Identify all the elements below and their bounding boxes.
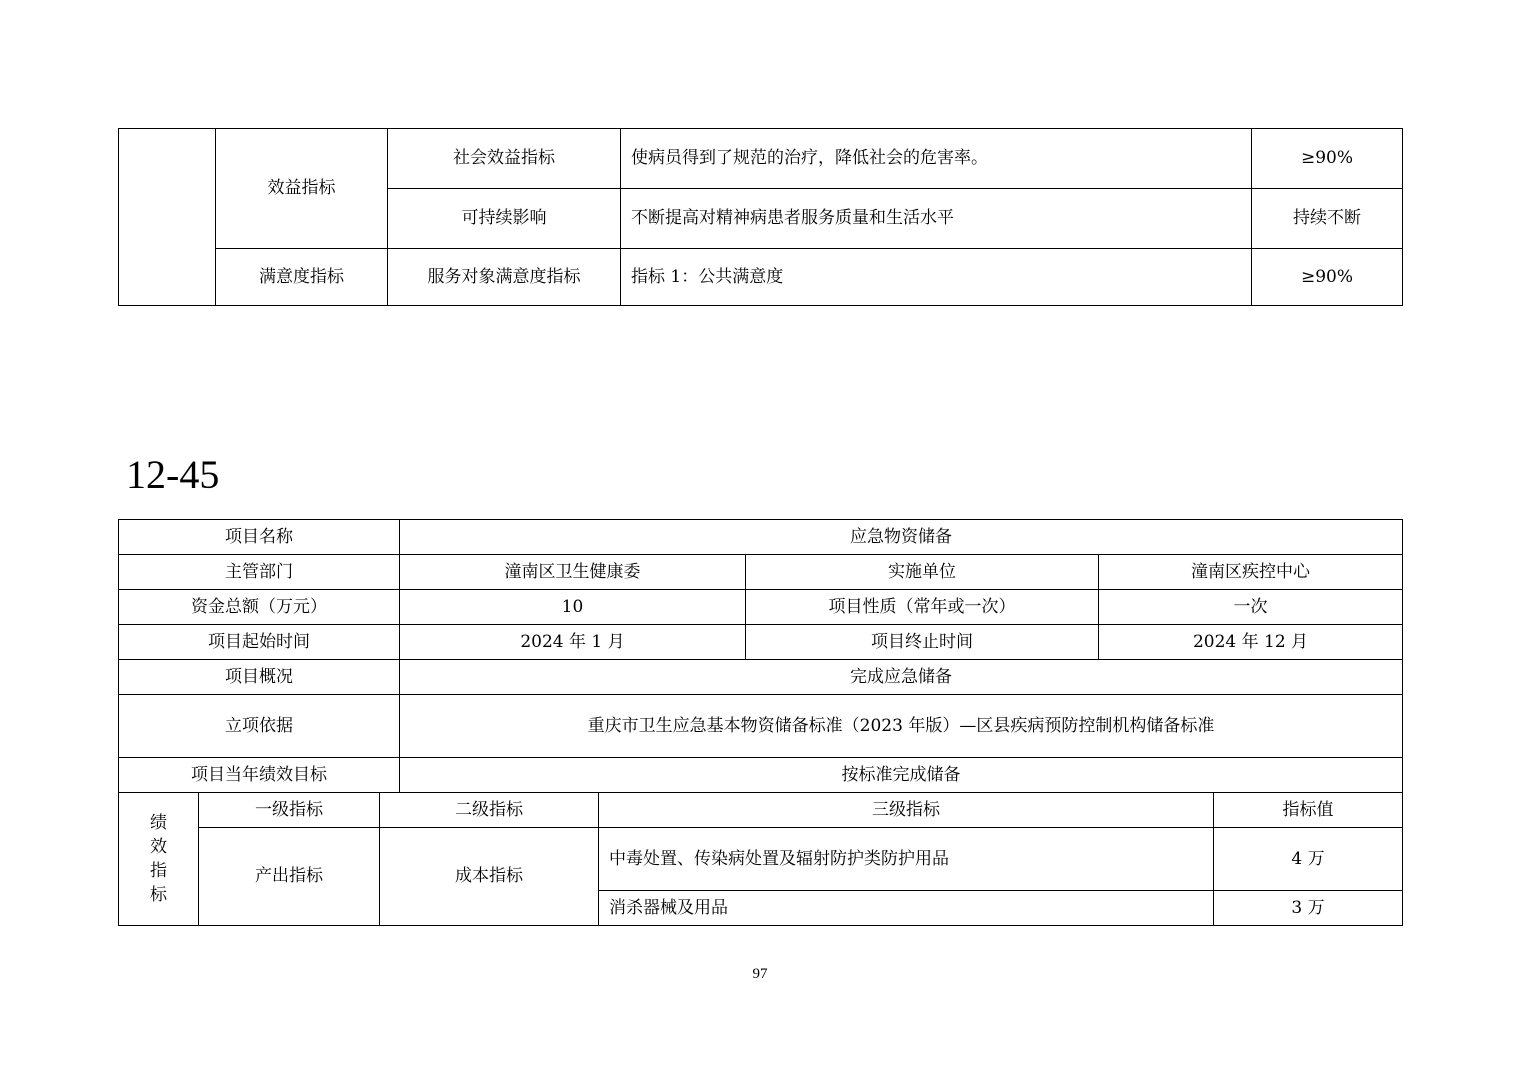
perf-label: 绩效指标	[150, 813, 167, 905]
group-benefit-cell: 效益指标	[216, 129, 388, 249]
goal-label: 项目当年绩效目标	[119, 758, 400, 793]
perf-label-cell	[119, 793, 199, 926]
sustainable-desc: 不断提高对精神病患者服务质量和生活水平	[621, 189, 1252, 249]
sustainable-value: 持续不断	[1252, 189, 1403, 249]
project-table	[118, 519, 1403, 926]
basis-label: 立项依据	[119, 695, 400, 758]
funds-value: 10	[400, 590, 746, 625]
level3-header: 三级指标	[599, 793, 1214, 828]
start-value: 2024 年 1 月	[400, 625, 746, 660]
project-name-label: 项目名称	[119, 520, 400, 555]
dept-label: 主管部门	[119, 555, 400, 590]
impl-unit-label: 实施单位	[746, 555, 1099, 590]
nature-value: 一次	[1099, 590, 1403, 625]
cost-label: 成本指标	[380, 828, 599, 926]
end-label: 项目终止时间	[746, 625, 1099, 660]
end-value: 2024 年 12 月	[1099, 625, 1403, 660]
performance-indicator-table-continued	[118, 128, 1403, 306]
social-benefit-value: ≥90%	[1252, 129, 1403, 189]
page-number: 97	[752, 966, 768, 982]
dept-value: 潼南区卫生健康委	[400, 555, 746, 590]
social-benefit-desc: 使病员得到了规范的治疗，降低社会的危害率。	[621, 129, 1252, 189]
level2-header: 二级指标	[380, 793, 599, 828]
item1-value: 4 万	[1214, 828, 1403, 891]
value-header: 指标值	[1214, 793, 1403, 828]
satisfaction-value: ≥90%	[1252, 249, 1403, 306]
overview-value: 完成应急储备	[400, 660, 1403, 695]
item2-desc: 消杀器械及用品	[599, 891, 1214, 926]
basis-value: 重庆市卫生应急基本物资储备标准（2023 年版）—区县疾病预防控制机构储备标准	[400, 695, 1403, 758]
goal-value: 按标准完成储备	[400, 758, 1403, 793]
impl-unit-value: 潼南区疾控中心	[1099, 555, 1403, 590]
project-name-value: 应急物资储备	[400, 520, 1403, 555]
section-number: 12-45	[126, 452, 220, 497]
social-benefit-label: 社会效益指标	[388, 129, 621, 189]
overview-label: 项目概况	[119, 660, 400, 695]
satisfaction-desc: 指标 1：公共满意度	[621, 249, 1252, 306]
empty-category-cell	[119, 129, 216, 306]
group-satisfaction-cell: 满意度指标	[216, 249, 388, 306]
item1-desc: 中毒处置、传染病处置及辐射防护类防护用品	[599, 828, 1214, 891]
output-label: 产出指标	[199, 828, 380, 926]
start-label: 项目起始时间	[119, 625, 400, 660]
satisfaction-label: 服务对象满意度指标	[388, 249, 621, 306]
sustainable-label: 可持续影响	[388, 189, 621, 249]
level1-header: 一级指标	[199, 793, 380, 828]
item2-value: 3 万	[1214, 891, 1403, 926]
nature-label: 项目性质（常年或一次）	[746, 590, 1099, 625]
funds-label: 资金总额（万元）	[119, 590, 400, 625]
